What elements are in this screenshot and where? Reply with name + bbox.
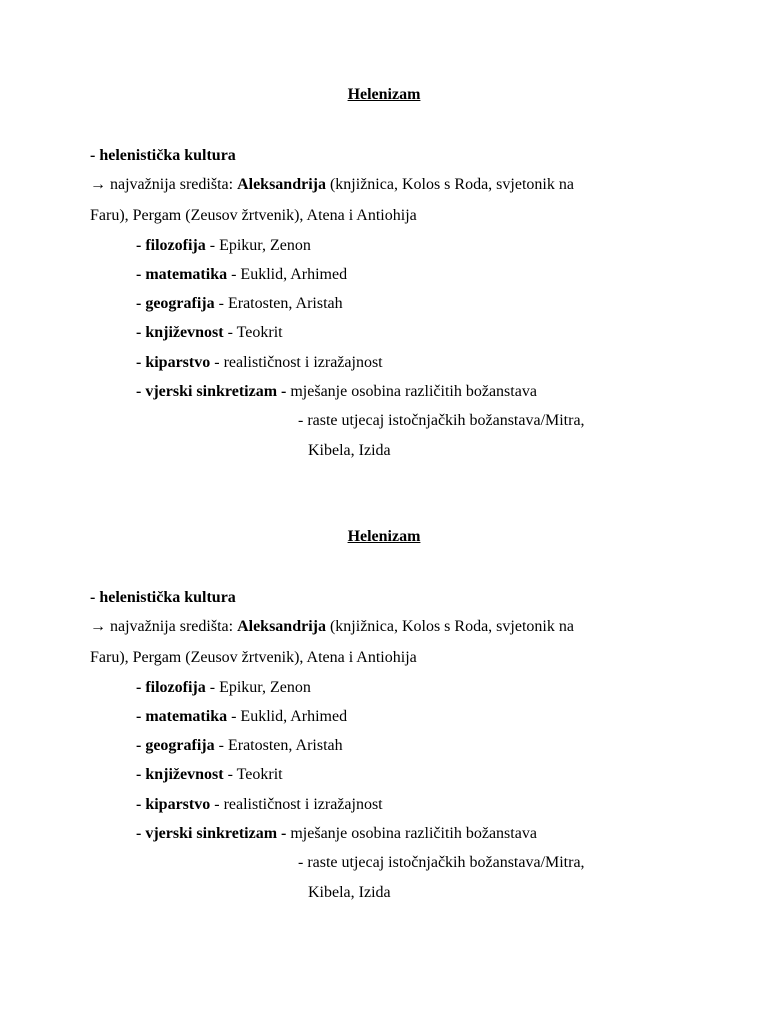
list-item: - geografija - Eratosten, Aristah	[136, 737, 343, 754]
list-item: - književnost - Teokrit	[136, 766, 283, 783]
list-item: - matematika - Euklid, Arhimed	[136, 266, 348, 283]
continuation-line-2: Kibela, Izida	[308, 442, 391, 459]
list-item: - kiparstvo - realističnost i izražajnost	[136, 796, 383, 813]
list-item: - kiparstvo - realističnost i izražajnost	[136, 354, 383, 371]
list-item: - književnost - Teokrit	[136, 324, 283, 341]
subtitle: - helenistička kultura	[90, 589, 236, 606]
list-item: - filozofija - Epikur, Zenon	[136, 679, 311, 696]
list-item: - vjerski sinkretizam - mješanje osobina različitih božanstava	[136, 383, 537, 400]
arrow-icon: →	[90, 618, 106, 635]
list-item: - matematika - Euklid, Arhimed	[136, 708, 348, 725]
list-item: - vjerski sinkretizam - mješanje osobina različitih božanstava	[136, 825, 537, 842]
continuation-line-2: Kibela, Izida	[308, 884, 391, 901]
continuation-line: - raste utjecaj istočnjačkih božanstava/Mitra,	[298, 854, 585, 871]
centers-line: → najvažnija središta: Aleksandrija (knjižnica, Kolos s Roda, svjetonik na	[90, 176, 574, 193]
centers-line: → najvažnija središta: Aleksandrija (knjižnica, Kolos s Roda, svjetonik na	[90, 618, 574, 635]
list-item: - geografija - Eratosten, Aristah	[136, 295, 343, 312]
arrow-icon: →	[90, 176, 106, 193]
centers-line-2: Faru), Pergam (Zeusov žrtvenik), Atena i Antiohija	[90, 207, 417, 224]
section-title: Helenizam	[347, 86, 421, 103]
subtitle: - helenistička kultura	[90, 147, 236, 164]
list-item: - filozofija - Epikur, Zenon	[136, 237, 311, 254]
continuation-line: - raste utjecaj istočnjačkih božanstava/Mitra,	[298, 412, 585, 429]
centers-line-2: Faru), Pergam (Zeusov žrtvenik), Atena i Antiohija	[90, 649, 417, 666]
section-title: Helenizam	[347, 528, 421, 545]
